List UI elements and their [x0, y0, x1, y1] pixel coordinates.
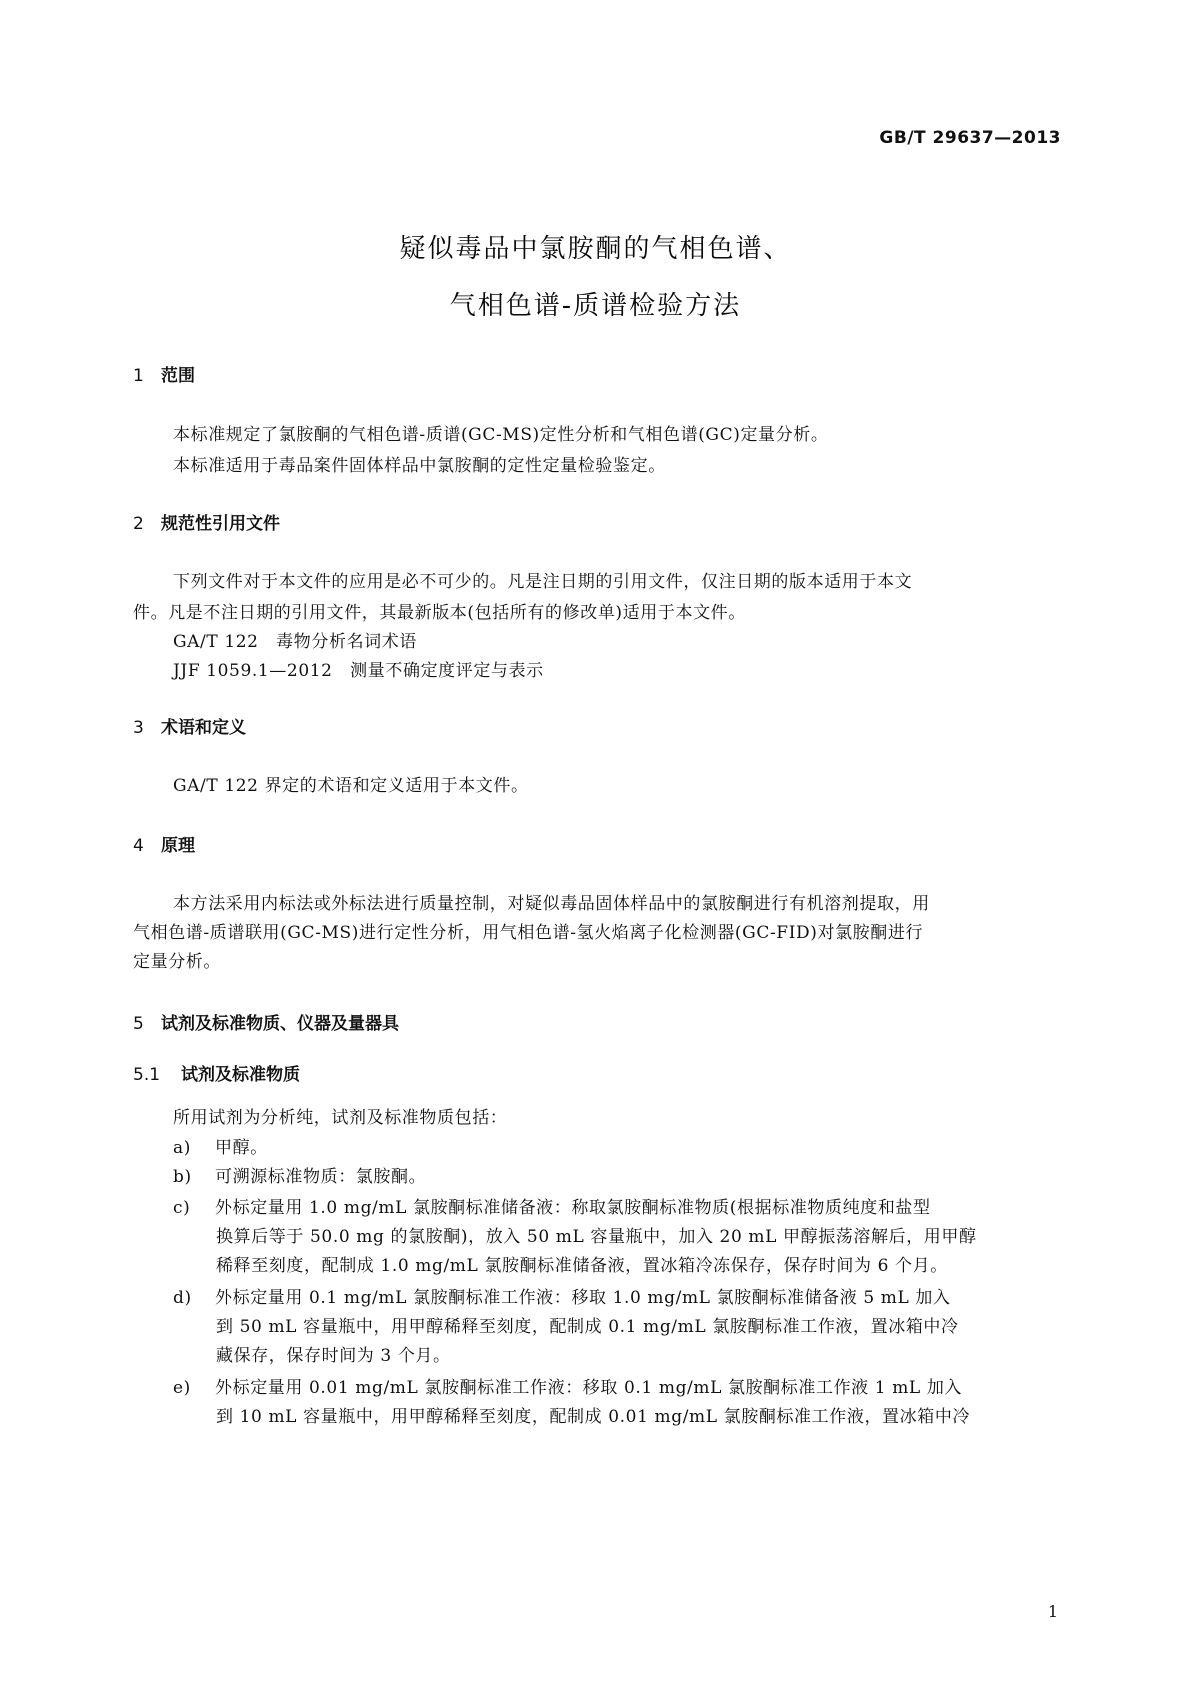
list-item-continuation: 到 50 mL 容量瓶中，用甲醇稀释至刻度，配制成 0.1 mg/mL 氯胺酮标准工作液，置冰箱中冷	[216, 1317, 959, 1337]
subsection-title: 试剂及标准物质	[181, 1065, 300, 1085]
page-number: 1	[1047, 1602, 1058, 1621]
list-item-continuation: 稀释至刻度，配制成 1.0 mg/mL 氯胺酮标准储备液，置冰箱冷冻保存，保存时间为 6 个月。	[216, 1256, 948, 1276]
section-number: 4	[133, 836, 144, 856]
paragraph: 本标准适用于毒品案件固体样品中氯胺酮的定性定量检验鉴定。	[173, 456, 666, 476]
paragraph: 本方法采用内标法或外标法进行质量控制，对疑似毒品固体样品中的氯胺酮进行有机溶剂提取，用	[173, 894, 930, 914]
section-2-heading	[133, 509, 280, 534]
list-item: b) 可溯源标准物质：氯胺酮。	[173, 1167, 427, 1187]
paragraph: 件。凡是不注日期的引用文件，其最新版本(包括所有的修改单)适用于本文件。	[133, 603, 746, 623]
section-title: 术语和定义	[161, 718, 246, 738]
section-number: 3	[133, 718, 144, 738]
list-marker: d)	[173, 1288, 192, 1308]
list-item: c) 外标定量用 1.0 mg/mL 氯胺酮标准储备液：称取氯胺酮标准物质(根据标准物质纯度和盐型	[173, 1198, 931, 1218]
section-3-heading	[133, 713, 246, 738]
section-title: 试剂及标准物质、仪器及量器具	[161, 1014, 399, 1034]
list-marker: b)	[173, 1167, 192, 1187]
list-item-continuation: 藏保存，保存时间为 3 个月。	[216, 1346, 451, 1366]
list-item: a) 甲醇。	[173, 1138, 268, 1158]
subsection-5-1-heading	[133, 1060, 300, 1085]
section-number: 1	[133, 366, 144, 386]
section-1-heading	[133, 361, 195, 386]
paragraph: 定量分析。	[133, 952, 221, 972]
section-title: 原理	[161, 836, 195, 856]
list-marker: c)	[173, 1198, 191, 1218]
paragraph: 气相色谱-质谱联用(GC-MS)进行定性分析，用气相色谱-氢火焰离子化检测器(GC-FID)对氯胺酮进行	[133, 923, 924, 943]
section-4-heading	[133, 831, 195, 856]
paragraph: 本标准规定了氯胺酮的气相色谱-质谱(GC-MS)定性分析和气相色谱(GC)定量分析。	[173, 425, 829, 445]
list-item: e) 外标定量用 0.01 mg/mL 氯胺酮标准工作液：移取 0.1 mg/mL 氯胺酮标准工作液 1 mL 加入	[173, 1378, 963, 1398]
standard-number: GB/T 29637—2013	[879, 128, 1061, 148]
section-5-heading	[133, 1009, 399, 1034]
section-title: 规范性引用文件	[161, 514, 280, 534]
paragraph: GA/T 122 界定的术语和定义适用于本文件。	[173, 776, 529, 796]
list-marker: a)	[173, 1138, 191, 1158]
document-title-line-1: 疑似毒品中氯胺酮的气相色谱、	[399, 234, 792, 264]
section-title: 范围	[161, 366, 195, 386]
section-number: 5	[133, 1014, 144, 1034]
section-number: 2	[133, 514, 144, 534]
list-marker: e)	[173, 1378, 191, 1398]
list-item-continuation: 换算后等于 50.0 mg 的氯胺酮)，放入 50 mL 容量瓶中，加入 20 mL 甲醇振荡溶解后，用甲醇	[216, 1227, 977, 1247]
list-item-continuation: 到 10 mL 容量瓶中，用甲醇稀释至刻度，配制成 0.01 mg/mL 氯胺酮标准工作液，置冰箱中冷	[216, 1407, 971, 1427]
paragraph: 下列文件对于本文件的应用是必不可少的。凡是注日期的引用文件，仅注日期的版本适用于本文	[173, 572, 913, 592]
paragraph: 所用试剂为分析纯，试剂及标准物质包括：	[173, 1108, 508, 1128]
list-item: d) 外标定量用 0.1 mg/mL 氯胺酮标准工作液：移取 1.0 mg/mL 氯胺酮标准储备液 5 mL 加入	[173, 1288, 951, 1308]
reference-item: JJF 1059.1—2012 测量不确定度评定与表示	[173, 661, 544, 681]
document-title-line-2: 气相色谱-质谱检验方法	[449, 291, 742, 321]
subsection-number: 5.1	[133, 1065, 161, 1085]
reference-item: GA/T 122 毒物分析名词术语	[173, 632, 417, 652]
